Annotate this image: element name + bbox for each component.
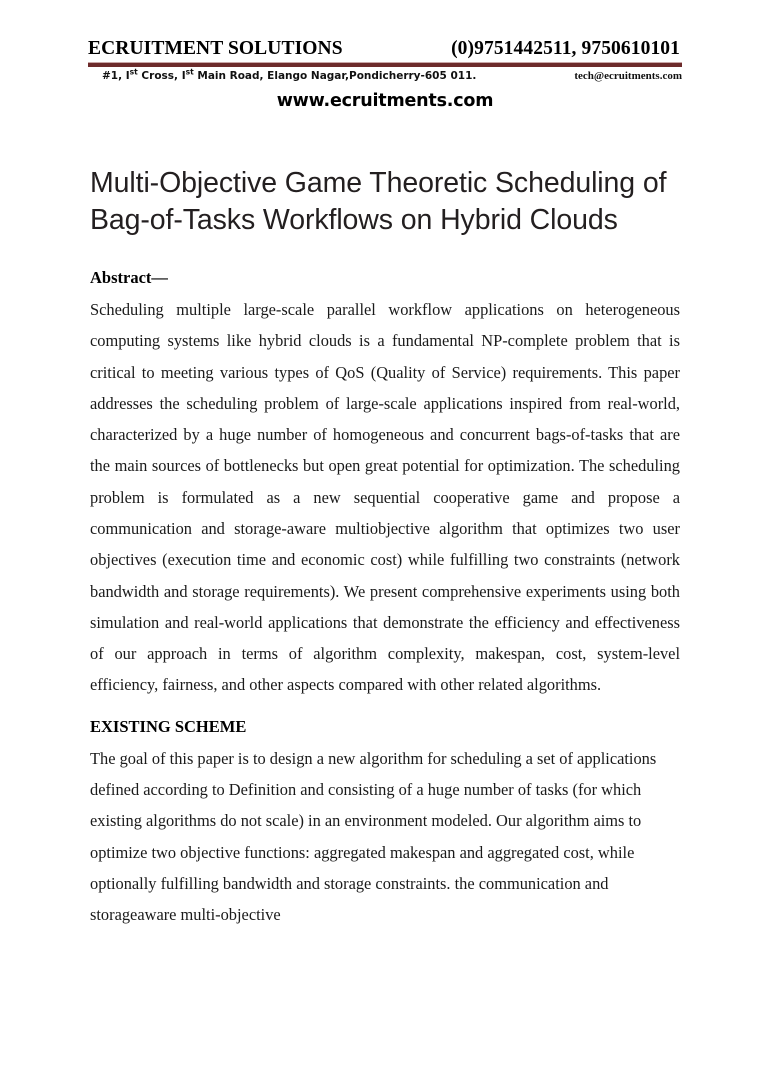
document-body <box>90 266 680 930</box>
address-ordinal-two-suffix: st <box>185 67 194 77</box>
letterhead <box>88 38 682 111</box>
existing-scheme-paragraph: The goal of this paper is to design a new algorithm for scheduling a set of applications defined according to Definition and consisting of a huge number of tasks (for which existing algorithms do not scale) in an environment modeled. Our algorithm aims to optimize two objective functions: aggregated makespan and aggregated cost, while optionally fulfilling bandwidth and storage constraints. the communication and storageaware multi-objective <box>90 748 657 925</box>
abstract-heading: Abstract— <box>90 268 168 287</box>
company-name: ECRUITMENT SOLUTIONS <box>88 38 343 59</box>
address-prefix: #1, <box>102 70 126 83</box>
address-middle-two: Main Road, Elango Nagar,Pondicherry-605 011. <box>193 70 477 83</box>
address-ordinal-one: I <box>125 70 130 83</box>
contact-phone-numbers: (0)9751442511, 9750610101 <box>451 38 680 59</box>
address-ordinal-one-suffix: st <box>129 67 138 77</box>
letterhead-address-row <box>88 67 682 84</box>
letterhead-divider-rule <box>88 62 682 67</box>
company-website: www.ecruitments.com <box>276 91 494 112</box>
office-address <box>88 67 477 83</box>
page-title: Multi-Objective Game Theoretic Scheduling of Bag-of-Tasks Workflows on Hybrid Clouds <box>90 167 667 237</box>
address-middle-one: Cross, <box>137 70 182 83</box>
contact-email: tech@ecruitments.com <box>574 70 682 83</box>
existing-scheme-heading: EXISTING SCHEME <box>90 716 247 736</box>
address-ordinal-two: I <box>181 70 186 83</box>
letterhead-top-row <box>88 38 682 59</box>
abstract-paragraph: Scheduling multiple large-scale parallel workflow applications on heterogeneous computing systems like hybrid clouds is a fundamental NP-complete problem that is critical to meeting various types of QoS (Quality of Service) requirements. This paper addresses the scheduling problem of large-scale applications inspired from real-world, characterized by a huge number of homogeneous and concurrent bags-of-tasks that are the main sources of bottlenecks but open great potential for optimization. The scheduling problem is formulated as a new sequential cooperative game and propose a communication and storage-aware multiobjective algorithm that optimizes two user objectives (execution time and economic cost) while fulfilling two constraints (network bandwidth and storage requirements). We present comprehensive experiments using both simulation and real-world applications that demonstrate the efficiency and effectiveness of our approach in terms of algorithm complexity, makespan, cost, system-level efficiency, fairness, and other aspects compared with other related algorithms. <box>90 299 680 695</box>
